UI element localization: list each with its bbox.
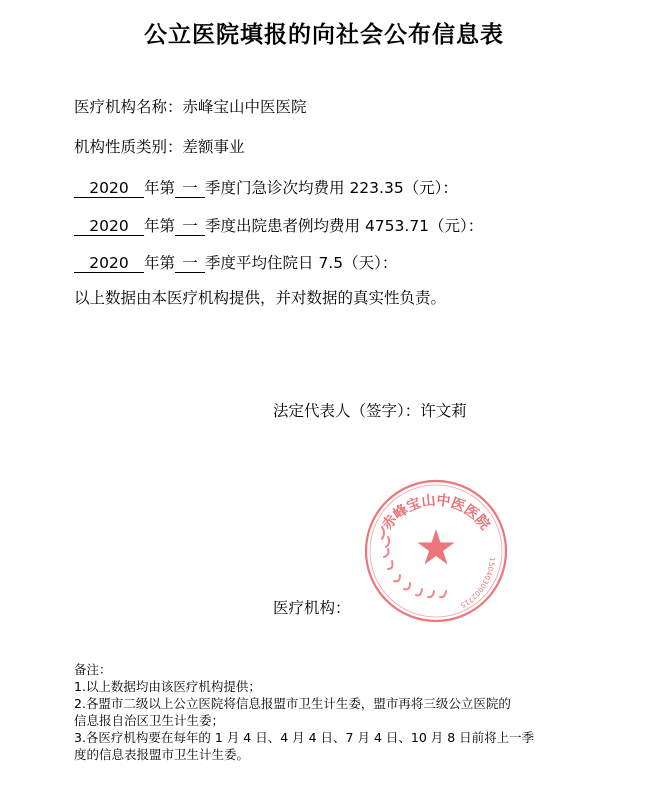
institution-name-line: [74, 96, 307, 118]
stat-row-inpatient-cost: [74, 215, 483, 237]
year-suffix: 年第: [144, 217, 176, 235]
institution-nature-value: 差额事业: [182, 138, 245, 156]
seal-name-text: 赤峰宝山中医医院: [379, 492, 493, 534]
medical-institution-seal-label: 医疗机构：: [273, 599, 351, 617]
responsibility-statement: 以上数据由本医疗机构提供，并对数据的真实性负责。: [74, 289, 447, 307]
page-title: 公立医院填报的向社会公布信息表: [144, 21, 504, 48]
institution-nature-line: [74, 136, 245, 158]
stat-text: 季度门急诊次均费用 223.35（元）：: [205, 179, 458, 197]
institution-name-value: 赤峰宝山中医医院: [182, 98, 307, 116]
notes-heading: 备注：: [74, 662, 112, 677]
stat-row-avg-stay: [74, 252, 397, 274]
note-line: 2.各盟市二级以上公立医院将信息报盟市卫生计生委，盟市再将三级公立医院的: [74, 696, 511, 711]
note-line: 3.各医疗机构要在每年的 1 月 4 日、4 月 4 日、7 月 4 日、10 月 8 日前将上一季: [74, 730, 535, 745]
year-blank: 2020: [74, 254, 144, 273]
notes-section: [74, 661, 534, 763]
note-line: 度的信息表报盟市卫生计生委。: [74, 747, 250, 762]
year-blank: 2020: [74, 179, 144, 198]
legal-representative-signature: 法定代表人（签字）：许文莉: [273, 402, 467, 420]
institution-name-label: 医疗机构名称：: [74, 98, 183, 116]
quarter-blank: 一: [175, 179, 205, 198]
stat-row-outpatient-cost: [74, 177, 458, 199]
note-line: 1.以上数据均由该医疗机构提供；: [74, 679, 261, 694]
official-seal-stamp: [362, 477, 510, 625]
note-line: 信息报自治区卫生计生委；: [74, 713, 225, 728]
stat-text: 季度出院患者例均费用 4753.71（元）：: [205, 217, 484, 235]
institution-nature-label: 机构性质类别：: [74, 138, 183, 156]
year-suffix: 年第: [144, 254, 176, 272]
year-suffix: 年第: [144, 179, 176, 197]
seal-number-text: 1504030002715: [458, 556, 496, 610]
star-icon: [418, 529, 455, 565]
stat-text: 季度平均住院日 7.5（天）：: [205, 254, 398, 272]
year-blank: 2020: [74, 217, 144, 236]
quarter-blank: 一: [175, 254, 205, 273]
quarter-blank: 一: [175, 217, 205, 236]
